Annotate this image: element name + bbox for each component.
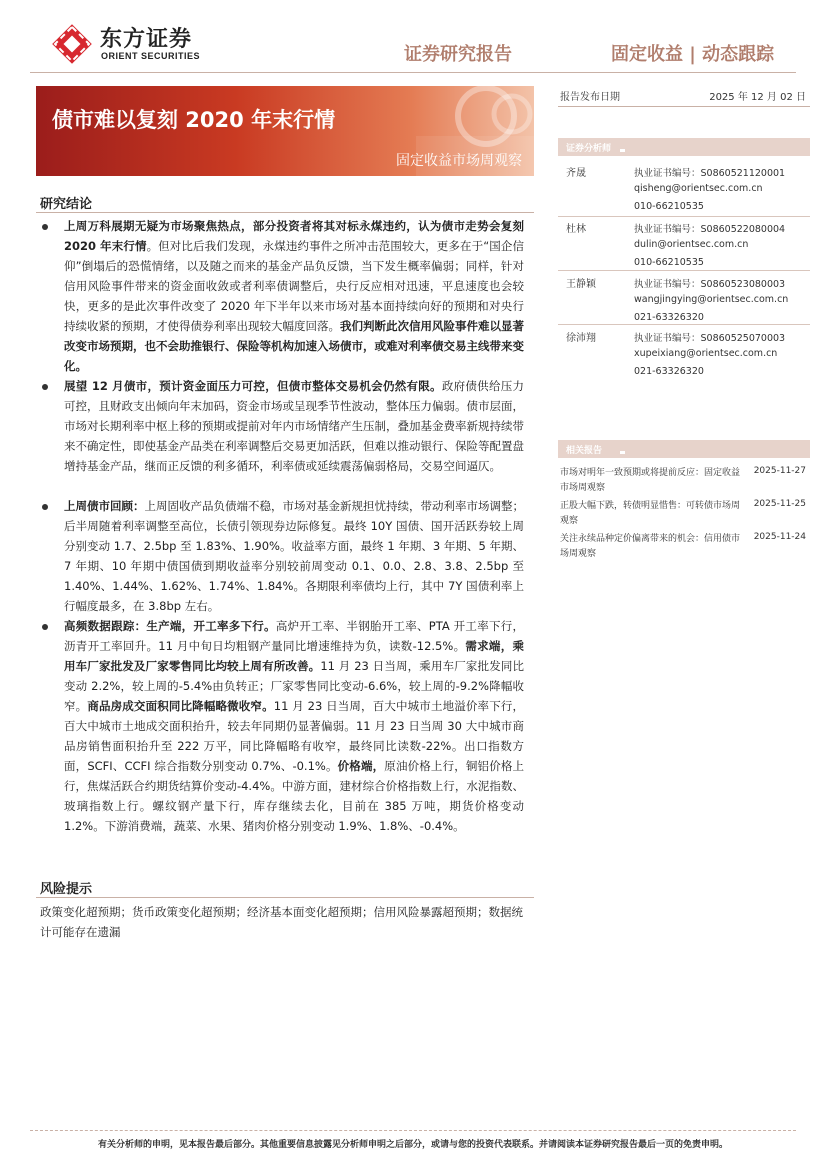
risk-divider xyxy=(36,897,534,898)
paragraph-text: 。但对比后我们发现，永煤违约事件之所冲击范围较大，更多在于“国企信仰”倒塌后的恐慌情绪，以及随之而来的基金产品负反馈，当下发生概率偏弱；同样，针对信用风险事件带来的资金面收敛或者利率债调整后，央行反应相对迅速，平息速度也会较快，更多的是此次事件改变了 2020 年下半年以来市场对基本面持续向好的预期和对央行持续收紧的预期，才使得债券利率出现较大幅度回落。 xyxy=(64,239,524,333)
paragraph-text: 原油价格上行，铜铝价格上行，焦煤活跃合约期货结算价变动-4.4%。中游方面，建材综合价格指数上行，水泥指数、玻璃指数上行。螺纹钢产量下行，库存继续去化，目前在 385 万吨，期货价格变动 1.2%。下游消费端，蔬菜、水果、猪肉价格分别变动 1.9%、1.8%、-0.4%。 xyxy=(64,759,525,833)
analyst-name: 徐沛翔 xyxy=(566,333,596,344)
page-header xyxy=(0,0,826,80)
analyst-name: 齐晟 xyxy=(566,168,586,179)
analyst-email[interactable]: dulin@orientsec.com.cn xyxy=(634,239,749,250)
related-report-item[interactable] xyxy=(558,466,810,498)
paragraph-text: 高炉开工率、半钢胎开工率、PTA 开工率下行，沥青开工率回升。11 月中旬日均粗钢产量同比增速维持为负，读数-12.5%。 xyxy=(64,619,525,653)
analyst-cert: 执业证书编号：S0860521120001 xyxy=(634,168,786,179)
date-divider xyxy=(558,106,810,107)
logo-english-text: ORIENT SECURITIES xyxy=(101,51,201,61)
report-type: 证券研究报告 xyxy=(404,44,512,65)
analyst-divider xyxy=(558,324,810,325)
related-report-title[interactable]: 市场对明年一致预期或将提前反应：固定收益市场周观察 xyxy=(560,468,741,493)
risk-heading: 风险提示 xyxy=(40,882,93,897)
related-report-item[interactable] xyxy=(558,532,810,564)
paragraph-text: 11 月 23 日当周，百大中城市土地溢价率下行，百大中城市土地成交面积抬升，较去年同期仍显著偏弱。11 月 23 日当周 30 大中城市商品房销售面积抬升至 222 万平，同比降幅略有收窄，最终同比读数-22%。出口指数方面，SCFI、CCFI 综合指数分别变动 0.7%、-0.1%。 xyxy=(64,699,525,773)
related-report-date: 2025-11-27 xyxy=(753,466,806,476)
analyst-cert: 执业证书编号：S0860525070003 xyxy=(634,333,786,344)
analyst-card xyxy=(558,220,810,276)
analyst-email[interactable]: xupeixiang@orientsec.com.cn xyxy=(634,348,778,359)
bullet-icon xyxy=(42,224,48,230)
analysts-heading xyxy=(558,138,810,156)
analyst-name: 王静颖 xyxy=(566,279,596,290)
conclusion-heading: 研究结论 xyxy=(40,197,93,212)
bullet-icon xyxy=(42,504,48,510)
report-title: 债市难以复刻 2020 年末行情 xyxy=(52,108,336,132)
title-banner xyxy=(36,86,534,176)
conclusion-paragraph-1 xyxy=(64,216,524,376)
analyst-phone: 010-66210535 xyxy=(634,257,704,268)
paragraph-text: 上周固收产品负债端不稳，市场对基金新规担忧持续，带动利率市场调整；后半周随着利率调整至高位，长债引领现券边际修复。最终 10Y 国债、国开活跃券较上周分别变动 1.7、2.5bp 至 1.83%、1.90%。收益率方面，最终 1 年期、3 年期、5 年期、7 年期、10 年期中债国债到期收益率分别较前周变动 0.1、0.0、2.8、3.8、2.5bp 至 1.40%、1.44%、1.62%、1.74%、1.84%。各期限利率债均上行，其中 7Y 国债利率上行幅度最多，在 3.8bp 左右。 xyxy=(64,499,524,613)
analyst-email[interactable]: qisheng@orientsec.com.cn xyxy=(634,183,763,194)
paragraph-emphasis: 需求端，乘用车厂家批发及厂家零售同比均较上周有所改善。 xyxy=(64,639,525,673)
paragraph-emphasis: 高频数据跟踪：生产端，开工率多下行。 xyxy=(64,619,276,633)
related-report-date: 2025-11-24 xyxy=(753,532,806,542)
paragraph-text: 11 月 23 日当周，乘用车厂家批发同比变动 2.2%，较上周的-5.4%由负转正；厂家零售同比变动-6.6%，较上周的-9.2%降幅收窄。 xyxy=(64,659,525,713)
orient-logo-icon xyxy=(52,24,92,64)
paragraph-emphasis: 商品房成交面积同比降幅略微收窄。 xyxy=(87,699,274,713)
related-report-item[interactable] xyxy=(558,499,810,531)
bullet-icon xyxy=(42,624,48,630)
date-label: 报告发布日期 xyxy=(560,92,620,103)
conclusion-paragraph-3 xyxy=(64,496,524,616)
analyst-phone: 021-63326320 xyxy=(634,312,704,323)
analyst-phone: 021-63326320 xyxy=(634,366,704,377)
header-divider xyxy=(30,72,796,73)
risk-text: 政策变化超预期；货币政策变化超预期；经济基本面变化超预期；信用风险暴露超预期；数据统计可能存在遗漏 xyxy=(40,905,523,939)
related-report-title[interactable]: 关注永续品种定价偏离带来的机会：信用债市场周观察 xyxy=(560,534,741,559)
conclusion-paragraph-2 xyxy=(64,376,524,476)
related-heading-text: 相关报告 xyxy=(566,446,603,456)
footer-divider xyxy=(30,1130,796,1131)
report-subtitle: 固定收益市场周观察 xyxy=(396,153,522,169)
paragraph-emphasis: 上周债市回顾： xyxy=(64,499,145,513)
heading-dot-icon xyxy=(620,149,625,152)
analyst-card xyxy=(558,164,810,220)
related-heading xyxy=(558,440,810,458)
paragraph-emphasis: 价格端， xyxy=(337,759,385,773)
paragraph-text: 政府债供给压力可控，且财政支出倾向年末加码，资金市场或呈现季节性波动，整体压力偏弱。债市层面，市场对长期利率中枢上移的预期或提前对年内市场情绪产生压制，叠加基金费率新规持续带来不确定性，即使基金产品类在利率调整后交易更加活跃，但难以推动银行、保险等配置盘增持基金产品，继而正反馈的利多循环，利率债或延续震荡偏弱格局，交易空间逼仄。 xyxy=(64,379,524,473)
paragraph-emphasis: 上周万科展期无疑为市场聚焦热点，部分投资者将其对标永煤违约，认为债市走势会复刻 2020 年末行情 xyxy=(64,219,524,253)
paragraph-emphasis: 我们判断此次信用风险事件难以显著改变市场预期，也不会助推银行、保险等机构加速入场债市，或难对利率债交易主线带来变化。 xyxy=(64,319,524,373)
analyst-card xyxy=(558,329,810,385)
report-category: 固定收益 | 动态跟踪 xyxy=(611,44,775,65)
analyst-divider xyxy=(558,216,810,217)
date-value: 2025 年 12 月 02 日 xyxy=(709,92,806,103)
conclusion-paragraph-4 xyxy=(64,616,524,836)
analyst-name: 杜林 xyxy=(566,224,586,235)
analysts-heading-text: 证券分析师 xyxy=(566,144,612,154)
analyst-card xyxy=(558,275,810,331)
analyst-email[interactable]: wangjingying@orientsec.com.cn xyxy=(634,294,789,305)
logo-text: 东方证券 xyxy=(100,27,193,52)
paragraph-emphasis: 展望 12 月债市，预计资金面压力可控，但债市整体交易机会仍然有限。 xyxy=(64,379,442,393)
bullet-icon xyxy=(42,384,48,390)
analyst-phone: 010-66210535 xyxy=(634,201,704,212)
analyst-divider xyxy=(558,270,810,271)
analyst-cert: 执业证书编号：S0860522080004 xyxy=(634,224,786,235)
related-report-title[interactable]: 正股大幅下跌，转债明显惜售：可转债市场周观察 xyxy=(560,501,741,526)
conclusion-divider xyxy=(36,212,534,213)
related-report-date: 2025-11-25 xyxy=(753,499,806,509)
analyst-cert: 执业证书编号：S0860523080003 xyxy=(634,279,786,290)
heading-dot-icon xyxy=(620,451,625,454)
footer-disclaimer: 有关分析师的申明，见本报告最后部分。其他重要信息披露见分析师申明之后部分，或请与您的投资代表联系。并请阅读本证券研究报告最后一页的免责申明。 xyxy=(97,1140,728,1150)
